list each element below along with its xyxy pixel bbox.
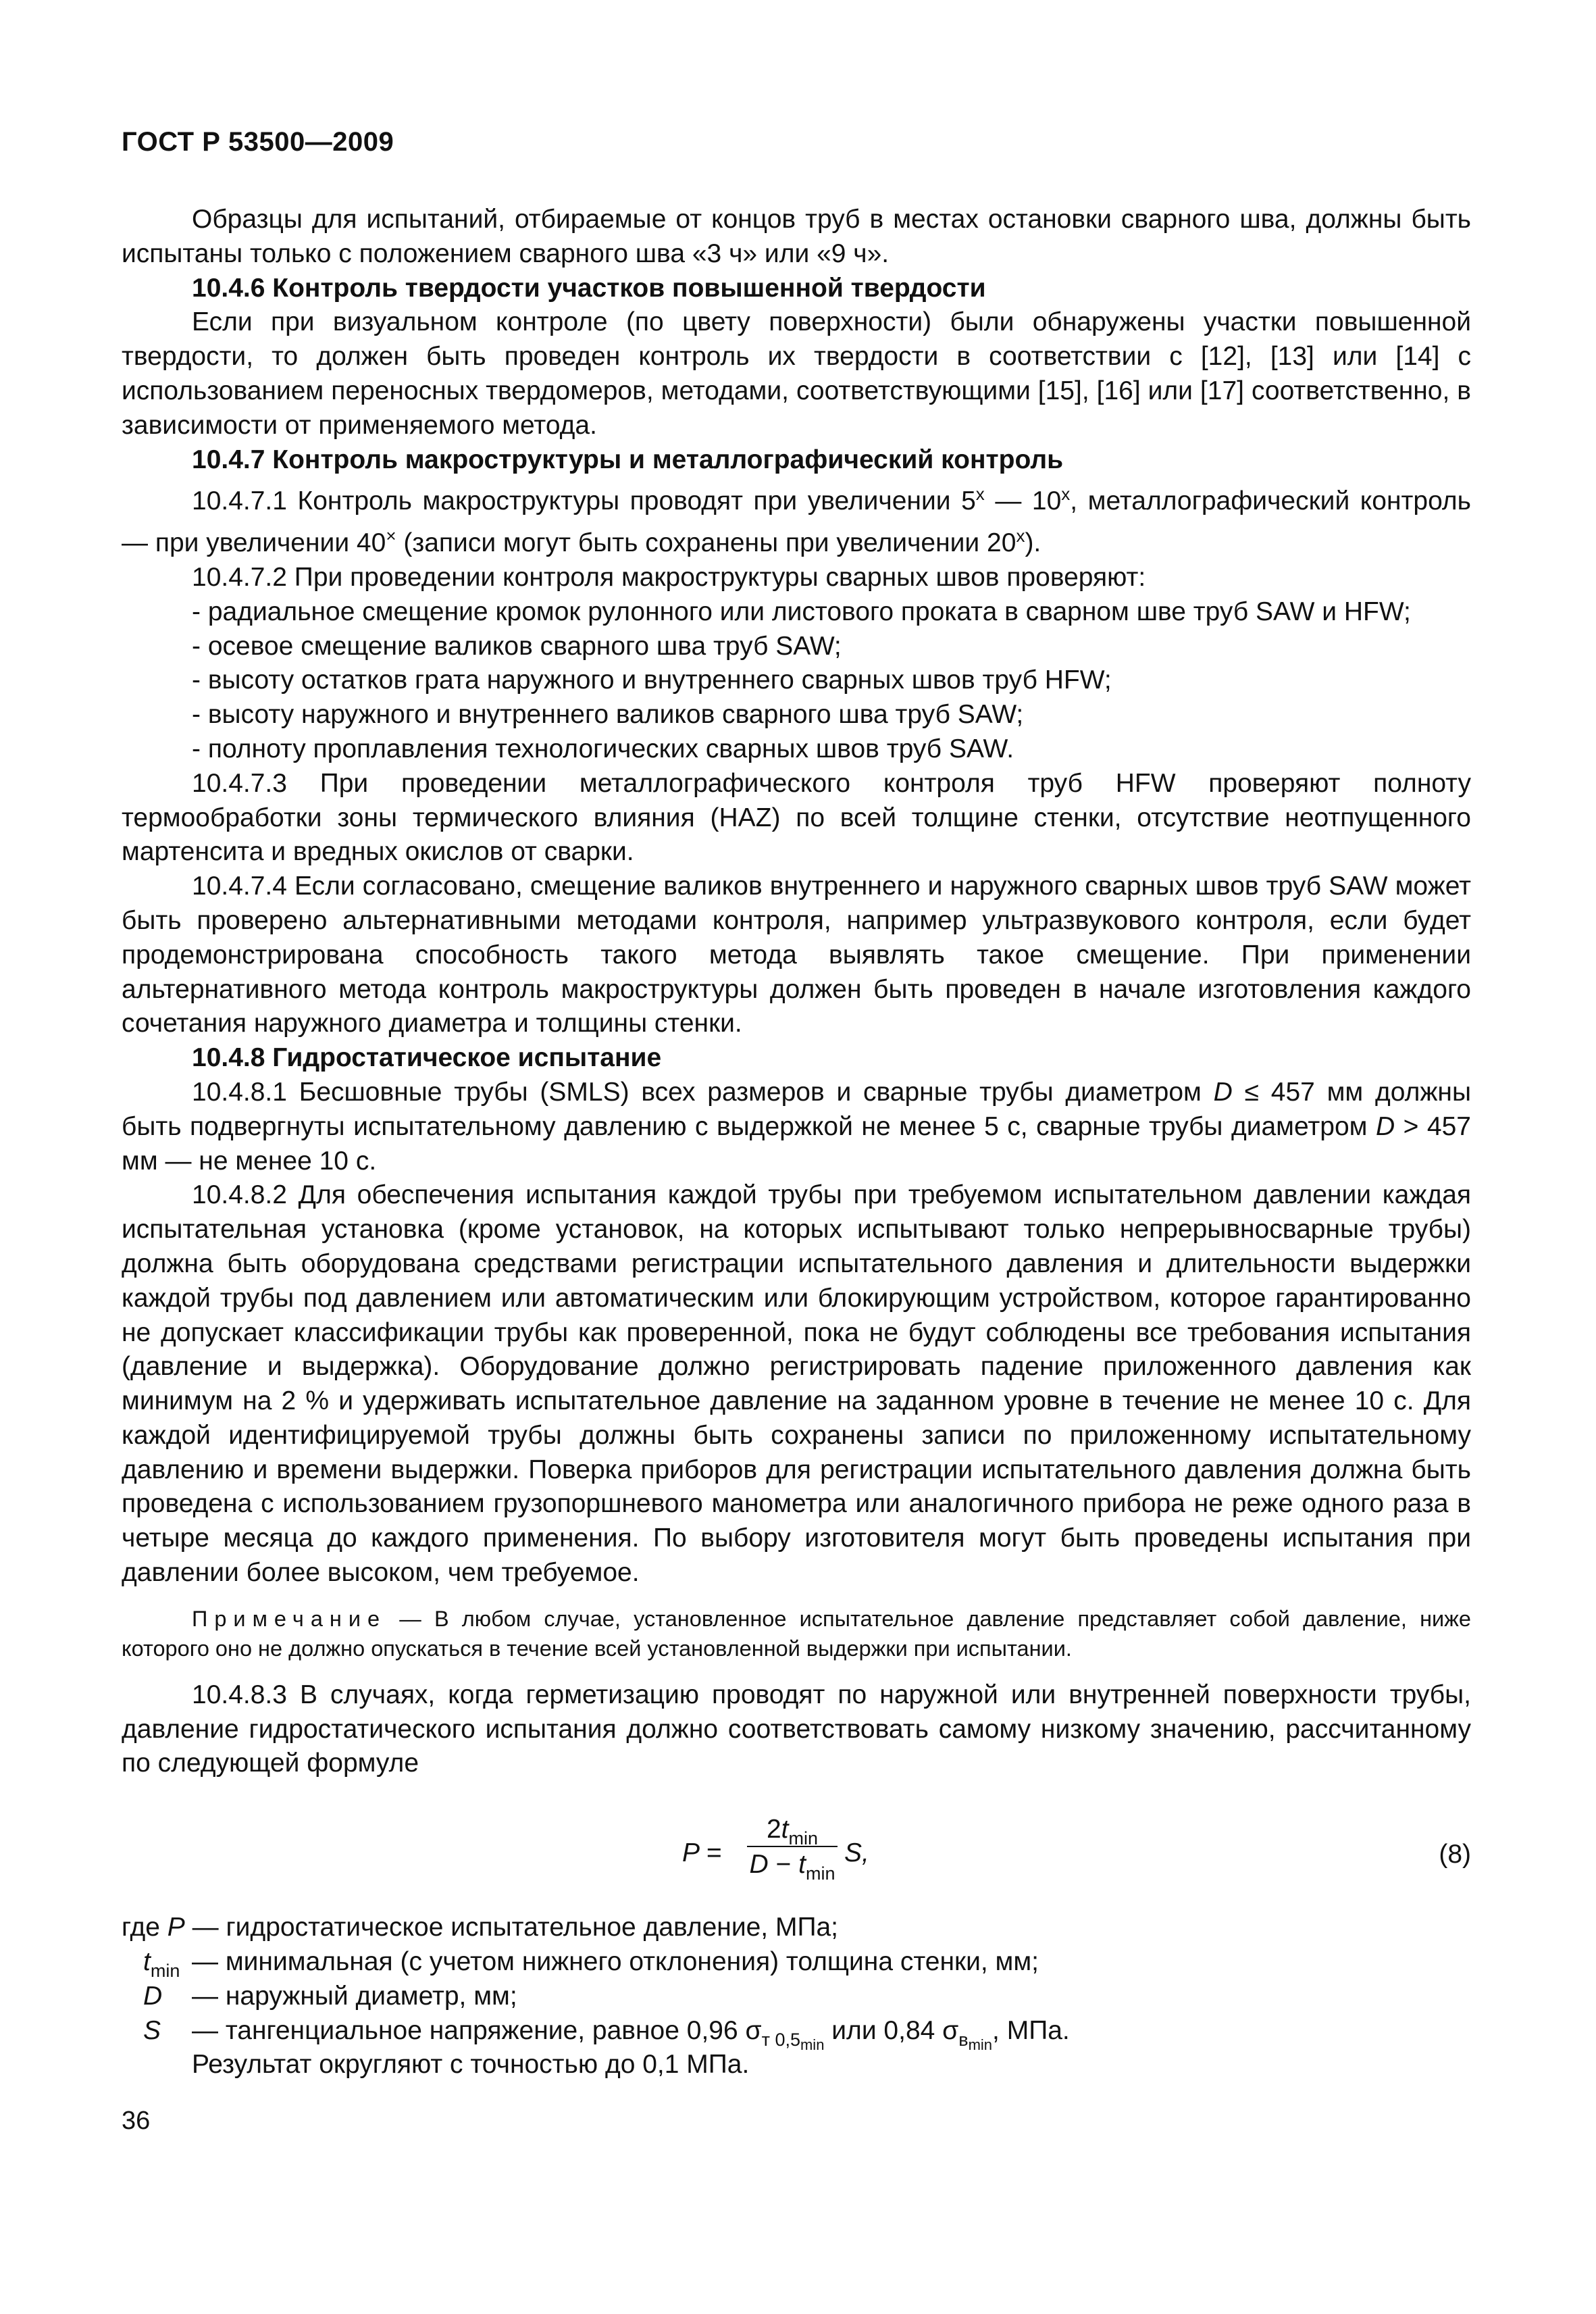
text-segment: ). (1025, 528, 1041, 558)
equation-number: (8) (1439, 1840, 1471, 1869)
symbol-d: D (1375, 1111, 1395, 1141)
text-segment: где (122, 1913, 168, 1942)
list-item: - осевое смещение валиков сварного шва труб SAW; (192, 631, 842, 661)
where-intro (122, 1911, 1471, 1945)
paragraph-10-4-8-1 (122, 1076, 1471, 1178)
subscript (761, 2029, 825, 2053)
subscript (958, 2029, 993, 2053)
definition-list (122, 1945, 1471, 2082)
note (122, 1604, 1471, 1663)
text-segment: (записи могут быть сохранены при увеличении 20 (396, 528, 1016, 558)
definition-symbol: D (143, 1981, 163, 2011)
list-item: - высоту наружного и внутреннего валиков сварного шва труб SAW; (192, 700, 1024, 730)
result-rounding-note: Результат округляют с точностью до 0,1 МПа. (192, 2050, 750, 2080)
subscript-min: min (968, 2036, 993, 2053)
text-segment: ≤ 457 мм должны быть подвергнуты испытательному давлению с выдержкой не менее 5 с, сварные трубы диаметром (122, 1077, 1471, 1141)
num-coef: 2 (766, 1815, 781, 1844)
text-segment: > 457 мм — не менее 10 с. (122, 1111, 1471, 1176)
text-segment: — гидростатическое испытательное давление, МПа; (184, 1913, 839, 1942)
superscript: × (386, 526, 396, 547)
subscript-text: в (958, 2029, 969, 2050)
definition-row (122, 2048, 1471, 2082)
list-item: - радиальное смещение кромок рулонного или листового проката в сварном шве труб SAW и HFW; (192, 597, 1411, 626)
list-item: - полноту проплавления технологических сварных швов труб SAW. (192, 734, 1014, 763)
list-item: - высоту остатков грата наружного и внутреннего сварных швов труб HFW; (192, 665, 1112, 695)
fraction-denominator (747, 1847, 838, 1884)
fraction-numerator (747, 1813, 838, 1849)
paragraph-sample-positions: Образцы для испытаний, отбираемые от концов труб в местах остановки сварного шва, должны быть испытаны только с положением сварного шва «3 ч» или «9 ч». (122, 205, 1471, 268)
subscript-text: т 0,5 (761, 2029, 800, 2050)
minus-sign: − (768, 1850, 799, 1880)
text-segment: 10.4.8.1 Бесшовные трубы (SMLS) всех размеров и сварные трубы диаметром (192, 1077, 1214, 1107)
subscript-min: min (788, 1828, 819, 1849)
paragraph-10-4-8-2: 10.4.8.2 Для обеспечения испытания каждой трубы при требуемом испытательном давлении каждая испытательная установка (кроме установок, на которых испытывают только непрерывносварные трубы) должна быть оборудована средствами регистрации испытательного давления и длительности выдержки каждой трубы под давлением или автоматическим или блокирующим устройством, которое гарантированно не допускает классификации трубы как проверенной, пока не будут соблюдены все требования испытания (давление и выдержка). Оборудование должно регистрировать падение приложенного давления как минимум на 2 % и удерживать испытательное давление на заданном уровне в течение не менее 10 с. Для каждой идентифицируемой трубы должны быть сохранены записи по приложенному испытательному давлению и времени выдержки. Поверка приборов для регистрации испытательного давления должна быть проведена с использованием грузопоршневого манометра или аналогичного прибора не реже одного раза в четыре месяца до каждого применения. По выбору изготовителя могут быть проведены испытания при давлении более высоком, чем требуемое. (122, 1180, 1471, 1588)
definition-row (122, 1945, 1471, 1980)
document-body (122, 203, 1471, 2082)
heading-10-4-8: 10.4.8 Гидростатическое испытание (192, 1043, 662, 1073)
note-text: — В любом случае, установленное испытательное давление представляет собой давление, ниже которого оно не должно опускаться в течение всей установленной выдержки при испытании. (122, 1606, 1471, 1661)
formula-lhs: P = (682, 1838, 722, 1868)
superscript: x (1061, 484, 1071, 505)
text-segment: 10.4.7.1 Контроль макроструктуры проводят при увеличении 5 (192, 486, 976, 516)
definition-text: — минимальная (с учетом нижнего отклонения) толщина стенки, мм; (192, 1947, 1039, 1977)
subscript-min: min (800, 2036, 825, 2053)
text-segment: , металлографический контроль — при увеличении 40 (122, 486, 1471, 558)
subscript-min: min (805, 1863, 835, 1884)
symbol-p: P (167, 1913, 185, 1942)
symbol-t: t (781, 1815, 789, 1844)
heading-10-4-6: 10.4.6 Контроль твердости участков повышенной твердости (192, 273, 986, 303)
definition-text: — наружный диаметр, мм; (192, 1981, 517, 2011)
note-label: Примечание (192, 1606, 387, 1631)
formula-fraction (747, 1813, 838, 1884)
subscript-min: min (150, 1961, 180, 1982)
text-segment: — 10 (984, 486, 1062, 516)
paragraph-10-4-7-2: 10.4.7.2 При проведении контроля макроструктуры сварных швов проверяют: (192, 562, 1146, 592)
superscript: x (1016, 526, 1025, 547)
symbol-t: t (798, 1850, 806, 1880)
symbol-d: D (749, 1850, 769, 1880)
formula-rhs: S, (844, 1838, 869, 1868)
paragraph-10-4-7-3: 10.4.7.3 При проведении металлографического контроля труб HFW проверяют полноту термообработки зоны термического влияния (HAZ) по всей толщине стенки, отсутствие неотпущенного мартенсита и вредных окислов от сварки. (122, 768, 1471, 867)
page-header-standard-number: ГОСТ Р 53500—2009 (122, 127, 394, 157)
definition-row (122, 2014, 1471, 2053)
definition-row (122, 1980, 1471, 2014)
page-number: 36 (122, 2107, 151, 2135)
text-segment: , МПа. (992, 2015, 1070, 2045)
symbol-t: t (143, 1947, 151, 1977)
definition-symbol: S (143, 2015, 161, 2045)
paragraph-10-4-7-1 (122, 477, 1471, 561)
symbol-d: D (1213, 1077, 1233, 1107)
paragraph-10-4-6: Если при визуальном контроле (по цвету поверхности) были обнаружены участки повышенной твердости, то должен быть проведен контроль их твердости в соответствии с [12], [13] или [14] с использованием переносных твердомеров, методами, соответствующими [15], [16] или [17] соответственно, в зависимости от применяемого метода. (122, 307, 1471, 440)
heading-10-4-7: 10.4.7 Контроль макроструктуры и металлографический контроль (192, 445, 1064, 474)
formula-8 (122, 1796, 1471, 1911)
text-segment: или 0,84 σ (824, 2015, 959, 2045)
text-segment: — тангенциальное напряжение, равное 0,96 σ (192, 2015, 762, 2045)
superscript: x (975, 484, 985, 505)
paragraph-10-4-8-3: 10.4.8.3 В случаях, когда герметизацию проводят по наружной или внутренней поверхности трубы, давление гидростатического испытания должно соответствовать самому низкому значению, рассчитанному по следующей формуле (122, 1680, 1471, 1778)
paragraph-10-4-7-4: 10.4.7.4 Если согласовано, смещение валиков внутреннего и наружного сварных швов труб SAW может быть проверено альтернативными методами контроля, например ультразвукового контроля, если будет продемонстрирована способность такого метода выявлять такое смещение. При применении альтернативного метода контроль макроструктуры должен быть проведен в начале изготовления каждого сочетания наружного диаметра и толщины стенки. (122, 872, 1471, 1038)
